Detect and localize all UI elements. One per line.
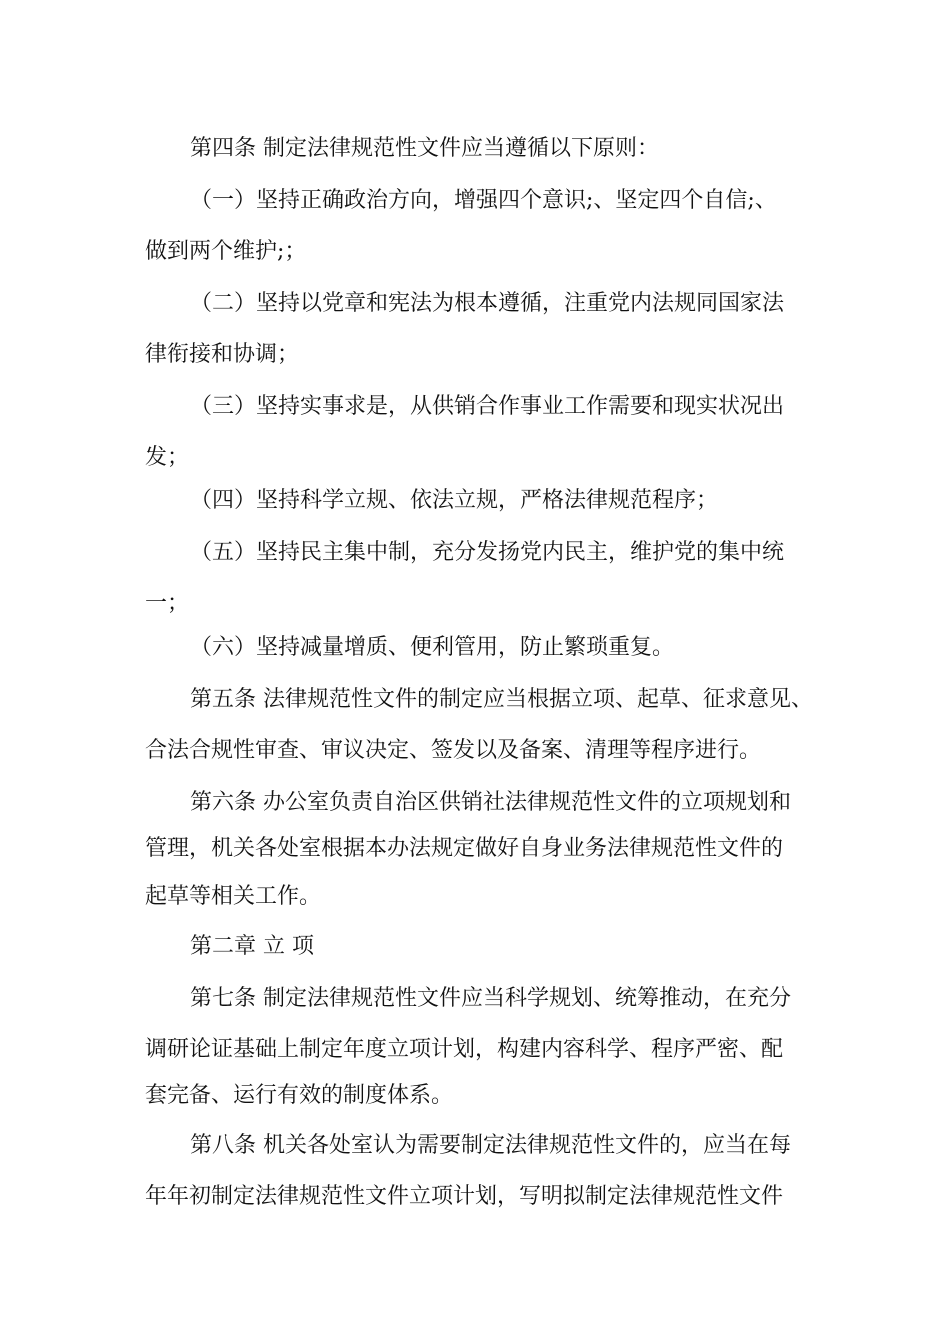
- article-7-line-1: 第七条 制定法律规范性文件应当科学规划、统筹推动，在充分: [190, 986, 791, 1011]
- principle-3-line-1: （三）坚持实事求是，从供销合作事业工作需要和现实状况出: [190, 394, 785, 419]
- article-6-line-3: 起草等相关工作。: [145, 884, 322, 909]
- principle-2-line-1: （二）坚持以党章和宪法为根本遵循，注重党内法规同国家法: [190, 291, 785, 316]
- principle-3-line-2: 发；: [145, 445, 190, 470]
- article-5-line-2: 合法合规性审查、审议决定、签发以及备案、清理等程序进行。: [145, 738, 762, 763]
- article-5-line-1: 第五条 法律规范性文件的制定应当根据立项、起草、征求意见、: [190, 687, 813, 712]
- chapter-2-heading: 第二章 立 项: [190, 934, 314, 959]
- article-7-line-2: 调研论证基础上制定年度立项计划，构建内容科学、程序严密、配: [145, 1037, 784, 1062]
- article-6-line-1: 第六条 办公室负责自治区供销社法律规范性文件的立项规划和: [190, 790, 791, 815]
- principle-1-line-2: 做到两个维护;；: [145, 239, 307, 264]
- article-8-line-2: 年年初制定法律规范性文件立项计划，写明拟制定法律规范性文件: [145, 1184, 784, 1209]
- article-8-line-1: 第八条 机关各处室认为需要制定法律规范性文件的，应当在每: [190, 1133, 791, 1158]
- principle-2-line-2: 律衔接和协调；: [145, 342, 300, 367]
- principle-1-line-1: （一）坚持正确政治方向，增强四个意识;、坚定四个自信;、: [190, 188, 777, 213]
- article-7-line-3: 套完备、运行有效的制度体系。: [145, 1083, 454, 1108]
- principle-6: （六）坚持减量增质、便利管用，防止繁琐重复。: [190, 635, 675, 660]
- article-4-heading: 第四条 制定法律规范性文件应当遵循以下原则：: [190, 136, 659, 161]
- principle-4: （四）坚持科学立规、依法立规，严格法律规范程序；: [190, 488, 719, 513]
- principle-5-line-2: 一；: [145, 591, 190, 616]
- article-6-line-2: 管理，机关各处室根据本办法规定做好自身业务法律规范性文件的: [145, 836, 784, 861]
- principle-5-line-1: （五）坚持民主集中制，充分发扬党内民主，维护党的集中统: [190, 540, 785, 565]
